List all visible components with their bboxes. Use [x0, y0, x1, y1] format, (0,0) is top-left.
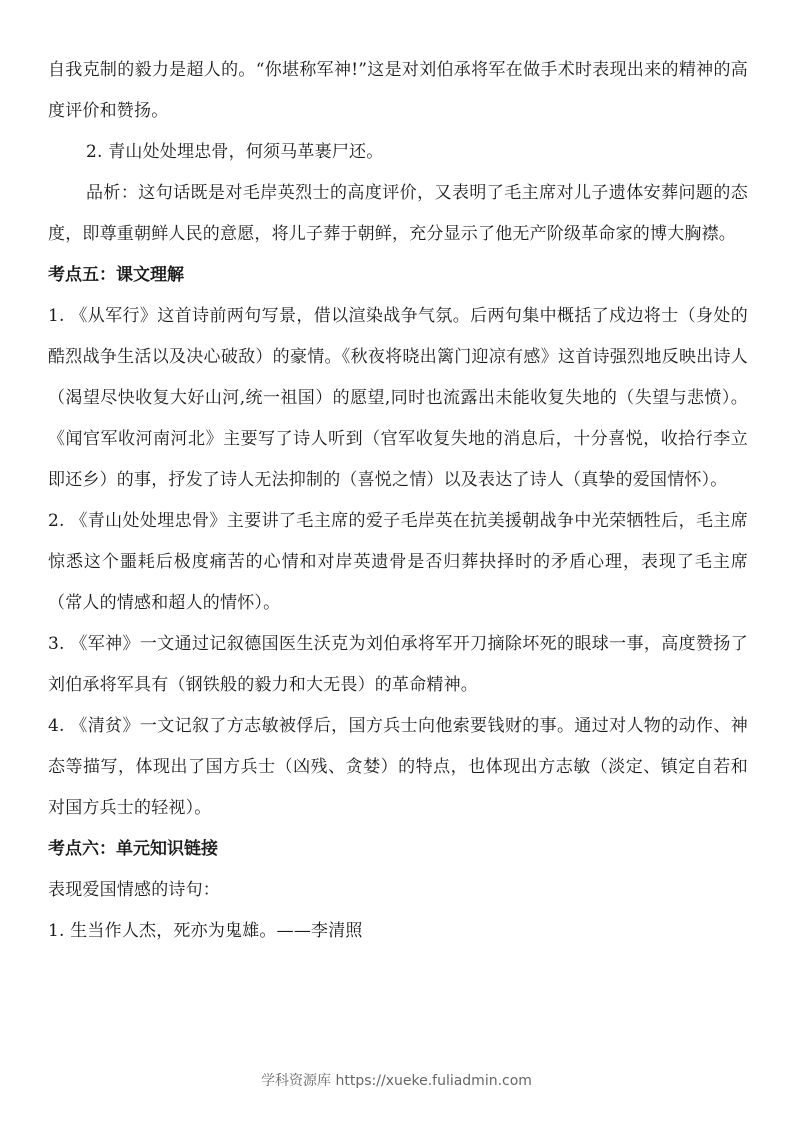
list-item: 1. 《从军行》这首诗前两句写景，借以渲染战争气氛。后两句集中概括了戍边将士（身处的酷烈战争生活以及决心破敌）的豪情。《秋夜将晓出篱门迎凉有感》这首诗强烈地反映出诗人（渴望尽快收复大好山河,统一祖国）的愿望,同时也流露出未能收复失地的（失望与悲愤）。《闻官军收河南河北》主要写了诗人听到（官军收复失地的消息后，十分喜悦，收拾行李立即还乡）的事，抒发了诗人无法抑制的（喜悦之情）以及表达了诗人（真挚的爱国情怀）。 — [48, 306, 748, 490]
list-item: 1. 生当作人杰，死亦为鬼雄。——李清照 — [48, 921, 363, 941]
paragraph-analysis: 品析：这句话既是对毛岸英烈士的高度评价，又表明了毛主席对儿子遗体安葬问题的态度，即尊重朝鲜人民的意愿，将儿子葬于朝鲜，充分显示了他无产阶级革命家的博大胸襟。 — [48, 183, 748, 244]
section-intro: 表现爱国情感的诗句： — [48, 880, 220, 900]
list-item: 4. 《清贫》一文记叙了方志敏被俘后，国方兵士向他索要钱财的事。通过对人物的动作、神态等描写，体现出了国方兵士（凶残、贪婪）的特点，也体现出方志敏（淡定、镇定自若和对国方兵士的轻视）。 — [48, 716, 748, 818]
document-body — [48, 50, 748, 952]
list-item: 3. 《军神》一文通过记叙德国医生沃克为刘伯承将军开刀摘除坏死的眼球一事，高度赞扬了刘伯承将军具有（钢铁般的毅力和大无畏）的革命精神。 — [48, 634, 748, 695]
section-heading-6: 考点六：单元知识链接 — [48, 839, 218, 859]
paragraph-junshen-praise: 自我克制的毅力是超人的。“你堪称军神!”这是对刘伯承将军在做手术时表现出来的精神的高度评价和赞扬。 — [48, 60, 748, 121]
list-item: 2. 《青山处处埋忠骨》主要讲了毛主席的爱子毛岸英在抗美援朝战争中光荣牺牲后，毛主席惊悉这个噩耗后极度痛苦的心情和对岸英遗骨是否归葬抉择时的矛盾心理，表现了毛主席（常人的情感和超人的情怀）。 — [48, 511, 748, 613]
footer-watermark: 学科资源库 https://xueke.fuliadmin.com — [261, 1073, 532, 1089]
paragraph-quote-2: 2. 青山处处埋忠骨，何须马革裹尸还。 — [86, 142, 384, 162]
section-heading-5: 考点五：课文理解 — [48, 265, 184, 285]
